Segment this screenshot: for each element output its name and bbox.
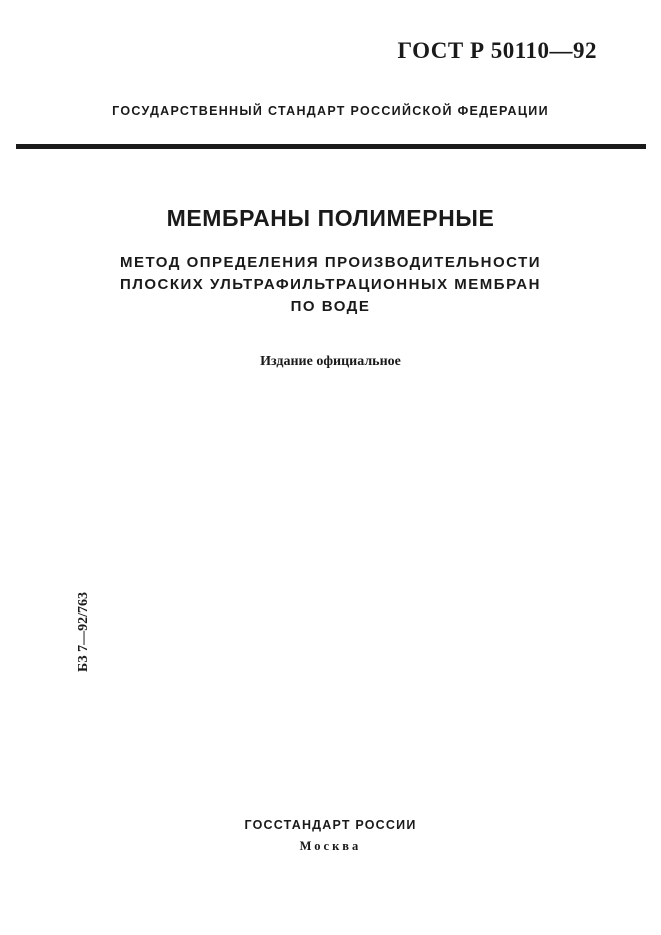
edition-label: Издание официальное bbox=[260, 354, 401, 369]
document-subtitle bbox=[0, 252, 661, 318]
subtitle-line: МЕТОД ОПРЕДЕЛЕНИЯ ПРОИЗВОДИТЕЛЬНОСТИ bbox=[119, 254, 542, 271]
standard-number: ГОСТ Р 50110—92 bbox=[397, 38, 597, 63]
subtitle-line: ПЛОСКИХ УЛЬТРАФИЛЬТРАЦИОННЫХ МЕМБРАН bbox=[120, 276, 541, 293]
document-title: МЕМБРАНЫ ПОЛИМЕРНЫЕ bbox=[166, 205, 495, 231]
publisher-name: ГОССТАНДАРТ РОССИИ bbox=[244, 818, 417, 832]
publication-city: Москва bbox=[299, 839, 362, 853]
subtitle-line: ПО ВОДЕ bbox=[290, 298, 371, 315]
header-divider bbox=[16, 144, 646, 149]
state-standard-heading: ГОСУДАРСТВЕННЫЙ СТАНДАРТ РОССИЙСКОЙ ФЕДЕРАЦИИ bbox=[112, 104, 549, 118]
side-registration-code: БЗ 7—92/763 bbox=[76, 591, 91, 673]
